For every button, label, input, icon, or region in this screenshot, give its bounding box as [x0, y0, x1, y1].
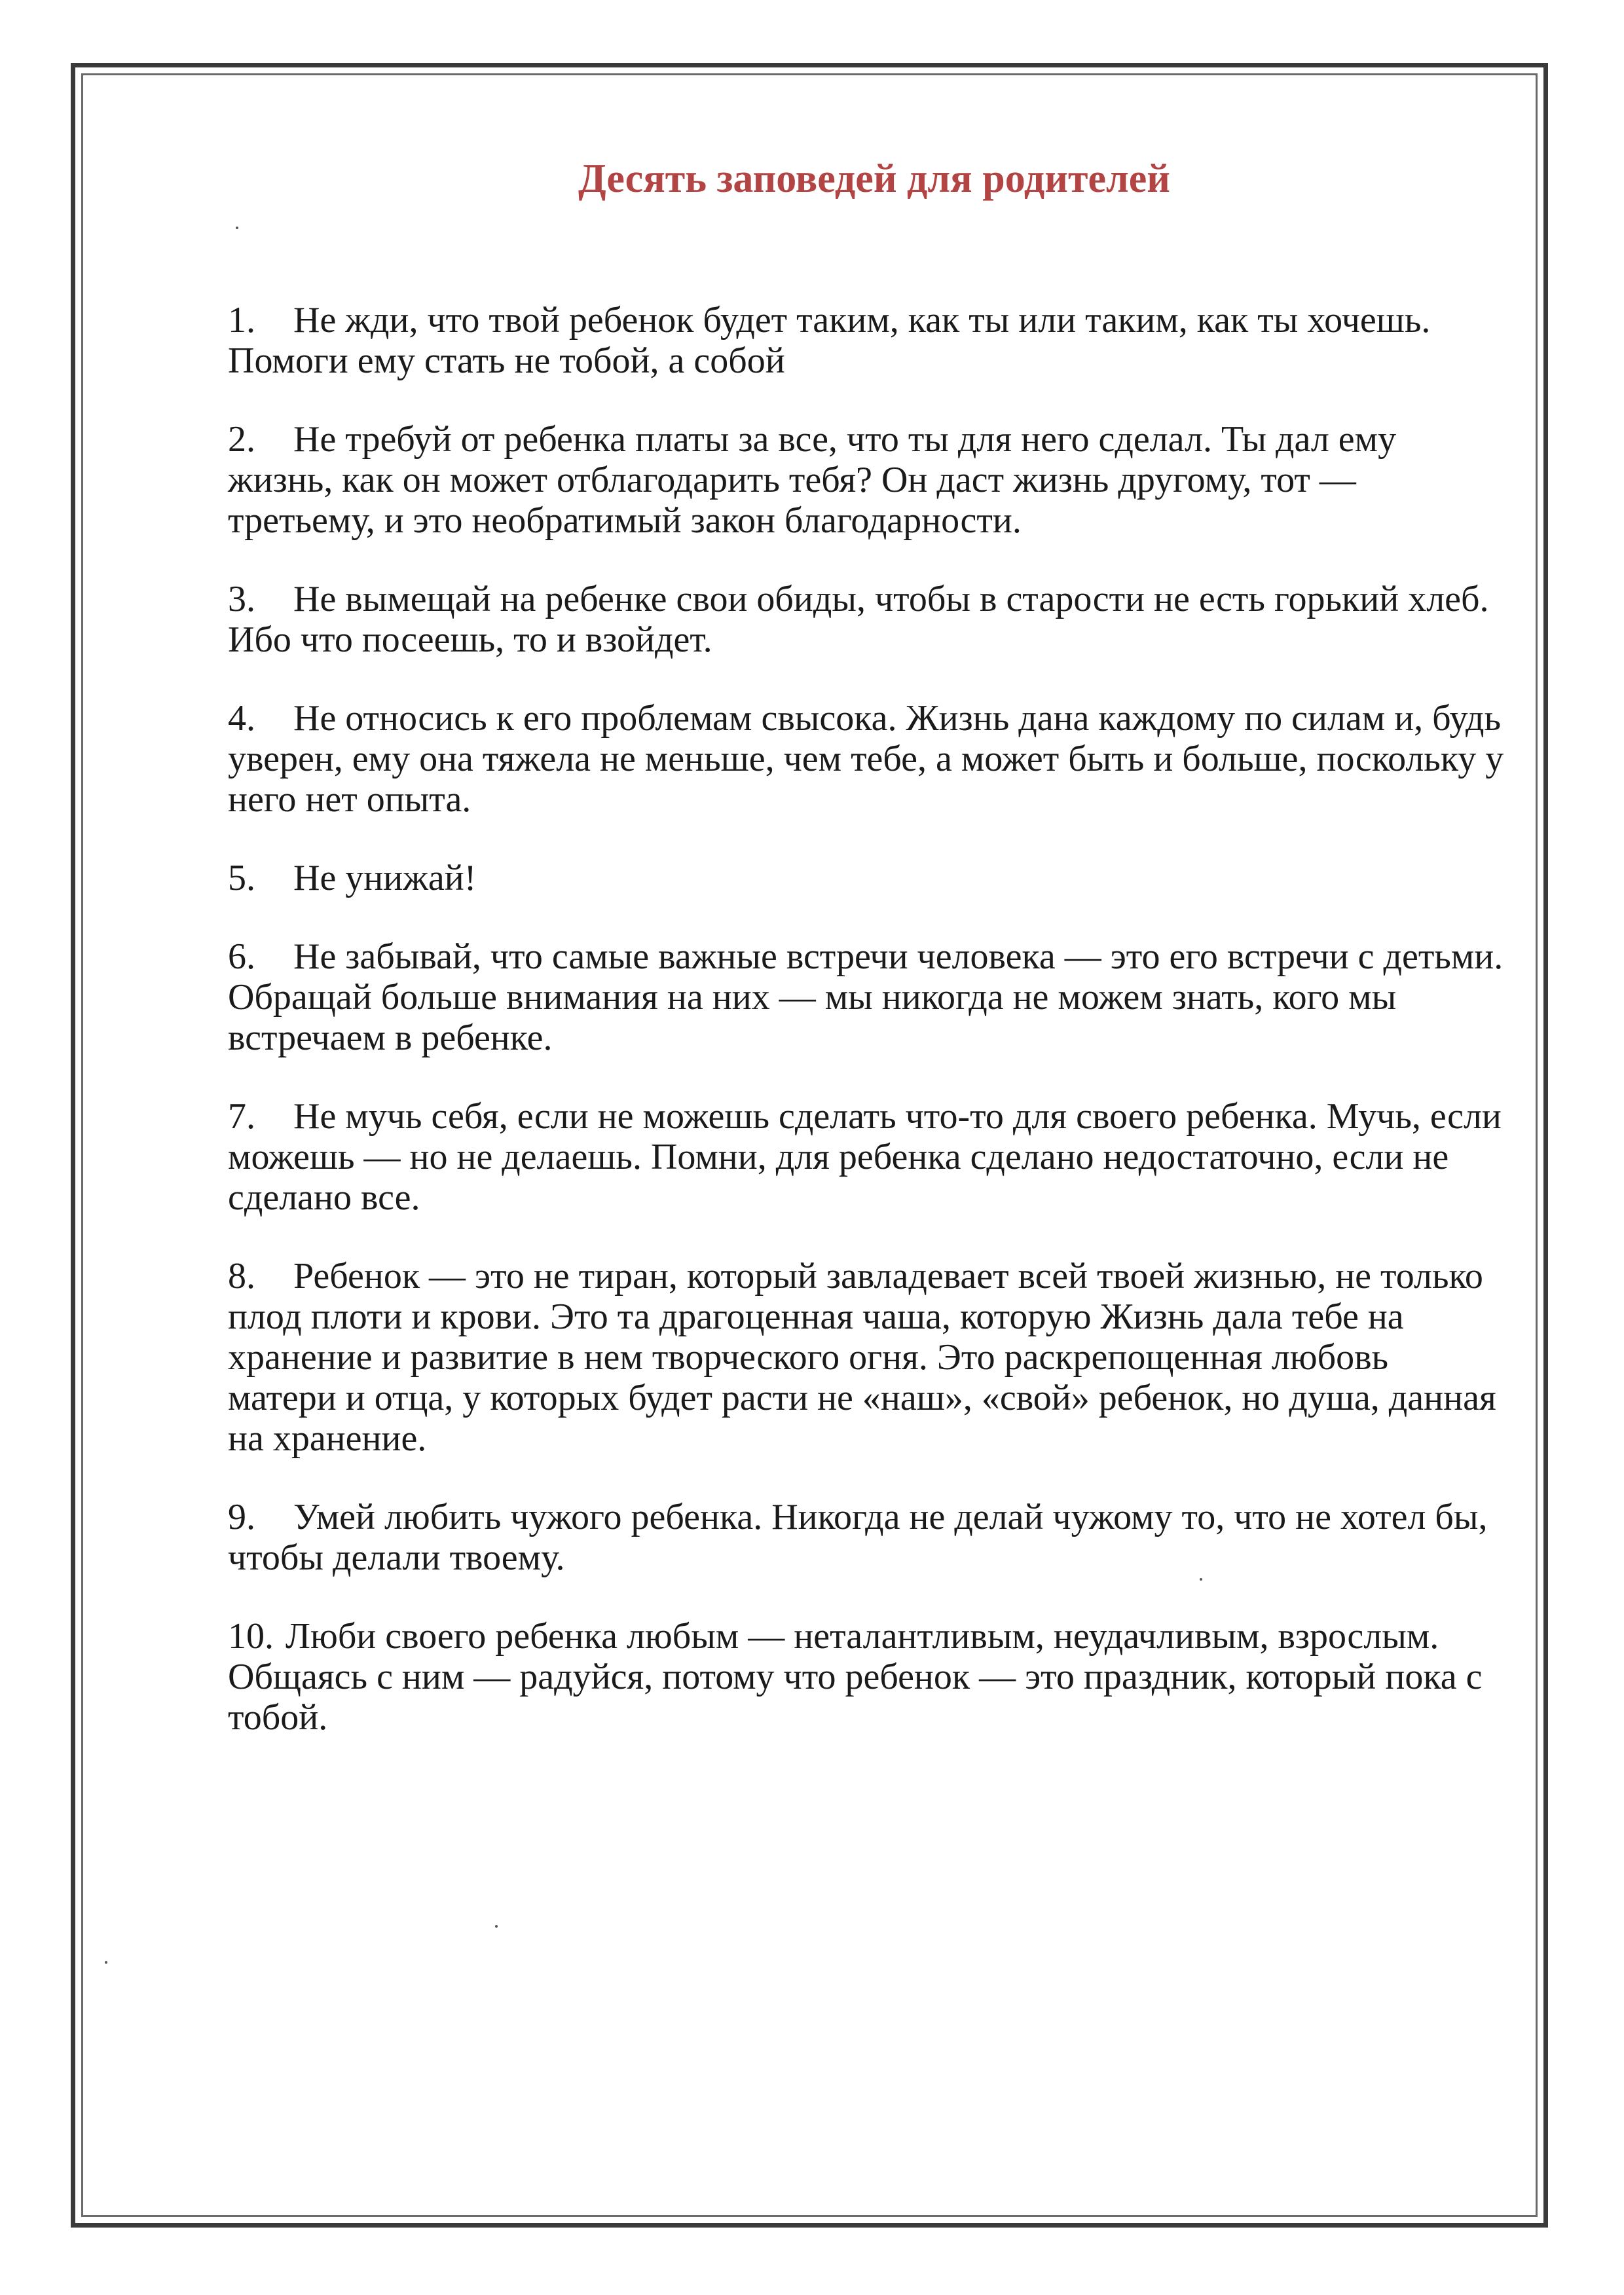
item-text: Люби своего ребенка любым — неталантливым, неудачливым, взрослым. Общаясь с ним — радуйся, потому что ребенок — это праздник, который пока с тобой. [228, 1616, 1483, 1738]
scan-speck [1200, 1578, 1202, 1581]
item-number: 7. [228, 1096, 255, 1137]
item-number: 8. [228, 1256, 255, 1296]
commandments-list [228, 300, 1505, 1776]
document-title: Десять заповедей для родителей [578, 156, 1171, 201]
item-text: Не требуй от ребенка платы за все, что ты для него сделал. Ты дал ему жизнь, как он может отблагодарить тебя? Он даст жизнь другому, тот — третьему, и это необратимый закон благодарности. [228, 419, 1397, 541]
item-number: 6. [228, 936, 255, 977]
commandment-2 [228, 419, 1505, 541]
item-text: Ребенок — это не тиран, который завладевает всей твоей жизнью, не только плод плоти и крови. Это та драгоценная чаша, которую Жизнь дала тебе на хранение и развитие в нем творческого огня. Это раскрепощенная любовь матери и отца, у которых будет расти не «наш», «свой» ребенок, но душа, данная на хранение. [228, 1256, 1496, 1459]
item-number: 9. [228, 1497, 255, 1537]
item-number: 10. [228, 1616, 274, 1657]
item-text: Не забывай, что самые важные встречи человека — это его встречи с детьми. Обращай больше внимания на них — мы никогда не можем знать, кого мы встречаем в ребенке. [228, 936, 1504, 1058]
commandment-5 [228, 858, 1505, 898]
item-number: 5. [228, 858, 255, 898]
scan-speck [236, 227, 238, 229]
item-text: Не относись к его проблемам свысока. Жизнь дана каждому по силам и, будь уверен, ему она тяжела не меньше, чем тебе, а может быть и больше, поскольку у него нет опыта. [228, 698, 1504, 820]
scan-speck [105, 1961, 107, 1964]
item-number: 4. [228, 698, 255, 739]
commandment-8 [228, 1256, 1505, 1459]
item-number: 3. [228, 579, 255, 619]
commandment-9 [228, 1497, 1505, 1578]
item-text: Не жди, что твой ребенок будет таким, как ты или таким, как ты хочешь. Помоги ему стать не тобой, а собой [228, 300, 1431, 381]
commandment-7 [228, 1096, 1505, 1218]
commandment-6 [228, 936, 1505, 1058]
item-text: Не вымещай на ребенке свои обиды, чтобы в старости не есть горький хлеб. Ибо что посеешь, то и взойдет. [228, 579, 1489, 660]
item-text: Не унижай! [293, 858, 477, 898]
commandment-3 [228, 579, 1505, 660]
commandment-10 [228, 1616, 1505, 1738]
commandment-4 [228, 698, 1505, 820]
item-number: 2. [228, 419, 255, 460]
commandment-1 [228, 300, 1505, 381]
item-text: Умей любить чужого ребенка. Никогда не делай чужому то, что не хотел бы, чтобы делали твоему. [228, 1497, 1488, 1578]
item-text: Не мучь себя, если не можешь сделать что-то для своего ребенка. Мучь, если можешь — но не делаешь. Помни, для ребенка сделано недостаточно, если не сделано все. [228, 1096, 1502, 1218]
scan-speck [495, 1925, 498, 1928]
item-number: 1. [228, 300, 255, 340]
